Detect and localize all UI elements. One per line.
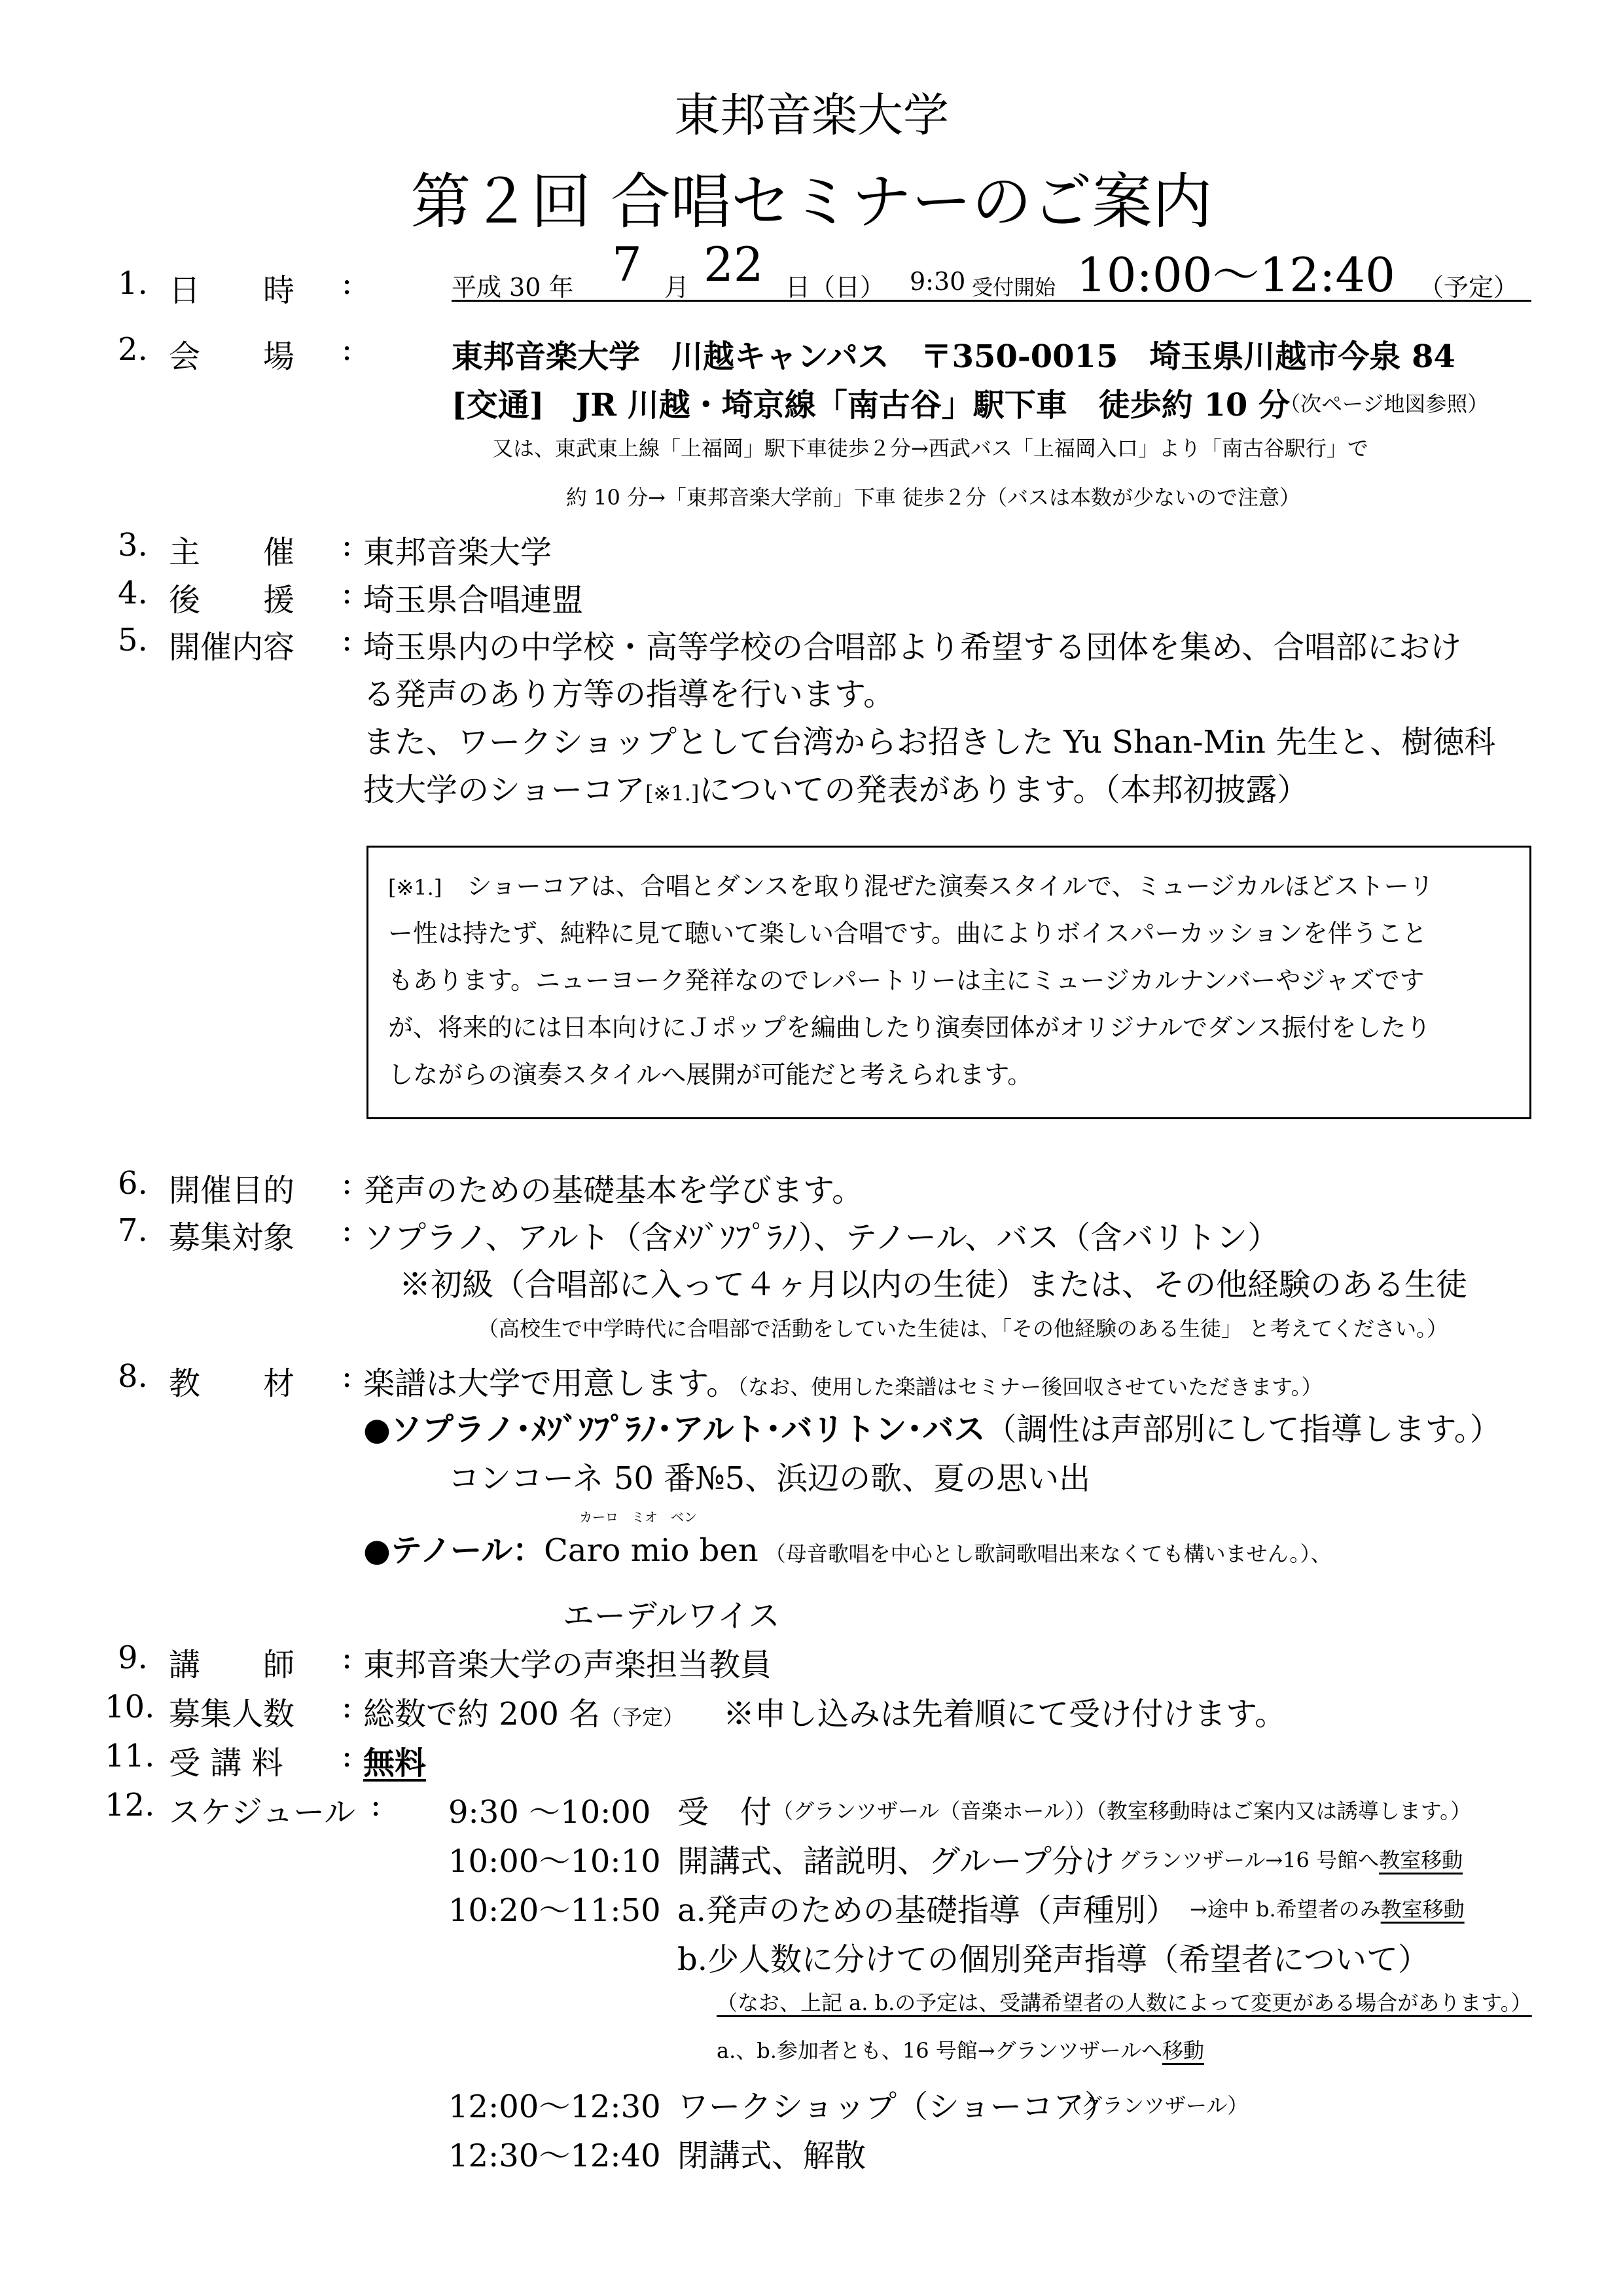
date-day: 22 bbox=[704, 237, 764, 292]
materials-group-2 bbox=[363, 1525, 1332, 1570]
materials-group-1-label: ●ソプラノ･ﾒｿﾞｿﾌﾟﾗﾉ･アルト･バリトン･バス bbox=[363, 1411, 986, 1448]
date-day-unit: 日（日） bbox=[785, 273, 885, 302]
item-label: 開催目的 bbox=[169, 1172, 295, 1209]
item-label: 募集人数 bbox=[169, 1696, 295, 1732]
item-label: 後 援 bbox=[169, 582, 295, 619]
item-label: 講 師 bbox=[169, 1647, 295, 1683]
schedule-note-text: グランツザール→16 号館へ bbox=[1119, 1848, 1380, 1873]
schedule-time: 9:30 ～10:00 bbox=[448, 1794, 651, 1831]
target-note-2: （高校生で中学時代に合唱部で活動をしていた生徒は､「その他経験のある生徒」 と考えてください。） bbox=[478, 1316, 1448, 1341]
item-number: 8. bbox=[118, 1358, 148, 1395]
purpose: 発声のための基礎基本を学びます。 bbox=[363, 1172, 864, 1209]
content-line-2: る発声のあり方等の指導を行います。 bbox=[363, 676, 895, 713]
fee: 無料 bbox=[363, 1745, 427, 1782]
item-colon: : bbox=[342, 1212, 353, 1249]
item-label: 受 講 料 bbox=[169, 1745, 283, 1782]
schedule-time: 10:00～10:10 bbox=[448, 1843, 661, 1880]
item-number: 7. bbox=[118, 1212, 148, 1249]
item-colon: : bbox=[370, 1787, 382, 1823]
schedule-remark-2-underlined: 移動 bbox=[1162, 2038, 1204, 2063]
schedule-note-text: →途中 b.希望者のみ bbox=[1190, 1897, 1381, 1922]
footnote-line-2: ー性は持たず、純粋に見て聴いて楽しい合唱です。曲によりボイスパーカッションを伴うこと bbox=[388, 919, 1427, 948]
schedule-note-underlined: 教室移動 bbox=[1380, 1897, 1465, 1922]
page-title: 第２回 合唱セミナーのご案内 bbox=[410, 167, 1213, 237]
venue-address: 東邦音楽大学 川越キャンパス 〒350-0015 埼玉県川越市今泉 84 bbox=[452, 338, 1455, 375]
item-number: 4. bbox=[118, 575, 148, 611]
date-month: 7 bbox=[612, 237, 642, 292]
footnote-box-ref: [※1.] bbox=[388, 875, 442, 900]
seminar-time: 10:00～12:40 bbox=[1077, 247, 1395, 302]
schedule-note-underlined: 教室移動 bbox=[1379, 1848, 1463, 1873]
item-number: 6. bbox=[118, 1165, 148, 1202]
item-colon: : bbox=[342, 331, 353, 368]
schedule-main: 受 付 bbox=[677, 1794, 772, 1831]
venue-alt-route-2: 約 10 分→「東邦音楽大学前」下車 徒歩２分（バスは本数が少ないので注意） bbox=[566, 485, 1301, 510]
materials-main: 楽譜は大学で用意します。 bbox=[363, 1365, 738, 1402]
target-voices: ソプラノ、アルト（含ﾒｿﾞｿﾌﾟﾗﾉ）、テノール、バス（含バリトン） bbox=[363, 1219, 1279, 1256]
venue-access-note: （次ページ地図参照） bbox=[1279, 391, 1489, 416]
item-number: 1. bbox=[118, 265, 148, 302]
schedule-note: （グランツザール（音楽ホール））（教室移動時はご案内又は誘導します。） bbox=[772, 1799, 1472, 1823]
materials-group-1-note: （調性は声部別にして指導します。） bbox=[985, 1411, 1501, 1448]
instructor: 東邦音楽大学の声楽担当教員 bbox=[363, 1647, 772, 1683]
item-number: 2. bbox=[118, 331, 148, 368]
time-note: （予定） bbox=[1419, 273, 1519, 302]
schedule-main: ワークショップ（ショーコア） bbox=[677, 2089, 1116, 2125]
item-number: 9. bbox=[118, 1640, 148, 1676]
item-number: 11. bbox=[105, 1738, 155, 1774]
date-era: 平成 30 年 bbox=[452, 273, 574, 302]
content-line-3: また、ワークショップとして台湾からお招きした Yu Shan-Min 先生と、樹徳科 bbox=[363, 724, 1496, 761]
item-label: 会 場 bbox=[169, 338, 295, 375]
capacity-remark: ※申し込みは先着順にて受け付けます。 bbox=[723, 1696, 1287, 1732]
footnote-line-5: しながらの演奏スタイルへ展開が可能だと考えられます。 bbox=[388, 1060, 1033, 1089]
schedule-main: 開講式、諸説明、グループ分け bbox=[677, 1843, 1115, 1880]
item-label: 開催内容 bbox=[169, 629, 295, 666]
content-line-4 bbox=[363, 764, 1309, 810]
item-number: 10. bbox=[105, 1689, 155, 1725]
item-colon: : bbox=[342, 1738, 353, 1774]
item-colon: : bbox=[342, 622, 353, 658]
materials-group-2-label: ●テノール： bbox=[363, 1532, 544, 1569]
materials-group-2-song-2: エーデルワイス bbox=[563, 1598, 780, 1634]
content-line-4a: 技大学のショーコア bbox=[363, 772, 646, 808]
ruby-text: カーロ ミオ ベン bbox=[579, 1509, 697, 1525]
reception-label: 受付開始 bbox=[972, 275, 1056, 300]
schedule-main: a.発声のための基礎指導（声種別） bbox=[677, 1892, 1177, 1929]
item-colon: : bbox=[342, 265, 353, 302]
materials-group-2-song: Caro mio ben bbox=[544, 1532, 758, 1569]
datetime-line bbox=[452, 237, 1531, 302]
materials-note: （なお、使用した楽譜はセミナー後回収させていただきます。） bbox=[738, 1374, 1323, 1399]
schedule-main: b.少人数に分けての個別発声指導（希望者について） bbox=[677, 1941, 1430, 1978]
target-note-1: ※初級（合唱部に入って４ヶ月以内の生徒）または、その他経験のある生徒 bbox=[399, 1266, 1468, 1303]
item-colon: : bbox=[342, 1640, 353, 1676]
item-colon: : bbox=[342, 1358, 353, 1395]
organizer: 東邦音楽大学 bbox=[363, 534, 552, 571]
schedule-note: （グランツザール） bbox=[1060, 2093, 1249, 2118]
venue-alt-route-1: 又は、東武東上線「上福岡」駅下車徒歩２分→西武バス「上福岡入口」より「南古谷駅行」で bbox=[492, 436, 1368, 461]
venue-access: [交通] JR 川越・埼京線「南古谷」駅下車 徒歩約 10 分 bbox=[452, 387, 1290, 423]
item-label: 主 催 bbox=[169, 534, 295, 571]
footnote-line-1 bbox=[388, 866, 1434, 902]
materials-group-2-note: （母音歌唱を中心とし歌詞歌唱出来なくても構いません。）、 bbox=[764, 1541, 1332, 1566]
item-number: 12. bbox=[105, 1787, 155, 1823]
schedule-remark-2-text: a.、b.参加者とも、16 号館→グランツザールへ bbox=[717, 2038, 1162, 2063]
item-label: 教 材 bbox=[169, 1365, 295, 1402]
date-month-unit: 月 bbox=[664, 273, 690, 302]
footnote-box bbox=[366, 846, 1531, 1119]
materials-group-1 bbox=[363, 1404, 1501, 1449]
schedule-note bbox=[1190, 1893, 1465, 1923]
sponsor: 埼玉県合唱連盟 bbox=[363, 582, 584, 619]
content-line-4b: についての発表があります。（本邦初披露） bbox=[699, 772, 1309, 808]
schedule-time: 12:00～12:30 bbox=[448, 2089, 661, 2125]
footnote-text-1: ショーコアは、合唱とダンスを取り混ぜた演奏スタイルで、ミュージカルほどストーリ bbox=[467, 872, 1434, 901]
materials-group-1-songs: コンコーネ 50 番№5、浜辺の歌、夏の思い出 bbox=[448, 1460, 1091, 1497]
item-label: スケジュール bbox=[169, 1794, 356, 1831]
item-colon: : bbox=[342, 575, 353, 611]
item-number: 5. bbox=[118, 622, 148, 658]
item-label: 日 時 bbox=[169, 272, 295, 309]
schedule-remark-1: （なお、上記 a. b.の予定は、受講希望者の人数によって変更がある場合があります。） bbox=[717, 1990, 1532, 2015]
footnote-line-3: もあります。ニューヨーク発祥なのでレパートリーは主にミュージカルナンバーやジャズです bbox=[388, 966, 1425, 995]
item-colon: : bbox=[342, 527, 353, 564]
capacity-value: 総数で約 200 名 bbox=[363, 1696, 601, 1732]
reception-time: 9:30 bbox=[910, 267, 966, 296]
item-colon: : bbox=[342, 1165, 353, 1202]
schedule-main: 閉講式、解散 bbox=[677, 2138, 866, 2174]
capacity-line bbox=[363, 1689, 684, 1734]
item-label: 募集対象 bbox=[169, 1219, 295, 1256]
schedule-time: 12:30～12:40 bbox=[448, 2138, 661, 2174]
university-title: 東邦音楽大学 bbox=[674, 88, 949, 142]
footnote-ref: [※1.] bbox=[645, 781, 700, 806]
item-number: 3. bbox=[118, 527, 148, 564]
content-line-1: 埼玉県内の中学校・高等学校の合唱部より希望する団体を集め、合唱部におけ bbox=[363, 629, 1462, 666]
item-colon: : bbox=[342, 1689, 353, 1725]
schedule-remark-2 bbox=[717, 2034, 1204, 2064]
schedule-note bbox=[1119, 1844, 1463, 1874]
schedule-time: 10:20～11:50 bbox=[448, 1892, 661, 1929]
materials-main-line bbox=[363, 1358, 1323, 1403]
footnote-line-4: が、将来的には日本向けにＪポップを編曲したり演奏団体がオリジナルでダンス振付をしたり bbox=[388, 1013, 1431, 1042]
capacity-note: （予定） bbox=[600, 1705, 685, 1730]
